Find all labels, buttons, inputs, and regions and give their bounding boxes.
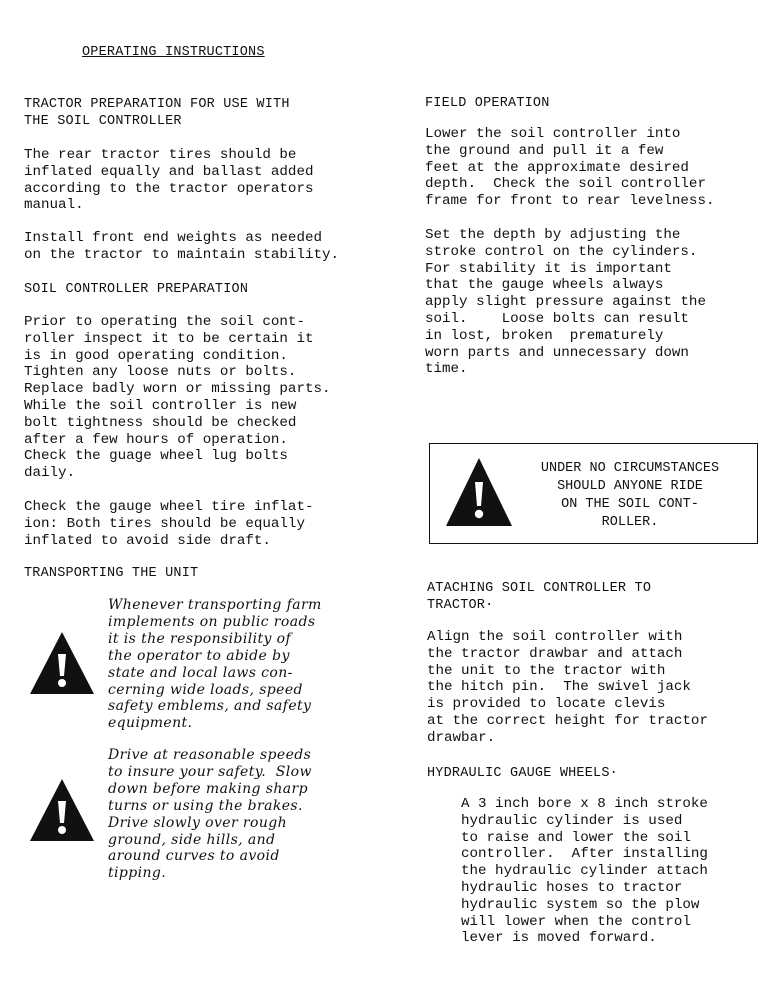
transport-warning-1: Whenever transporting farm implements on public roads it is the responsibility of the operator to abide by state and local laws con- cerning wide loads, speed safety emblems, and safety equipment. [108,597,322,732]
soil-prep-paragraph-2: Check the gauge wheel tire inflat- ion: Both tires should be equally inflated to avoid side draft. [24,499,314,549]
soil-prep-paragraph-1: Prior to operating the soil cont- roller inspect it to be certain it is in good operating condition. Tighten any loose nuts or bolts. Replace badly worn or missing parts. While the soil controller is new bolt tightness should be checked after a few hours of operation. Check the guage wheel lug bolts daily. [24,314,331,482]
page-title: OPERATING INSTRUCTIONS [82,45,265,60]
transport-warning-2: Drive at reasonable speeds to insure your safety. Slow down before making sharp turns or using the brakes. Drive slowly over rough ground, side hills, and around curves to avoid tipping. [108,747,312,882]
warning-triangle-icon [28,777,96,843]
hydraulic-heading: HYDRAULIC GAUGE WHEELS· [427,766,618,781]
warning-triangle-icon [28,630,96,696]
field-operation-heading: FIELD OPERATION [425,96,550,111]
tractor-prep-paragraph-2: Install front end weights as needed on the tractor to maintain stability. [24,230,340,263]
transport-heading: TRANSPORTING THE UNIT [24,566,199,581]
warning-triangle-icon [444,456,514,528]
tractor-prep-paragraph-1: The rear tractor tires should be inflated equally and ballast added according to the tractor operators manual. [24,147,314,214]
attaching-paragraph: Align the soil controller with the tractor drawbar and attach the unit to the tractor with the hitch pin. The swivel jack is provided to locate clevis at the correct height for tractor drawbar. [427,629,708,746]
warning-box [429,443,758,544]
field-operation-paragraph-2: Set the depth by adjusting the stroke control on the cylinders. For stability it is important that the gauge wheels always apply slight pressure against the soil. Loose bolts can result in lost, broken prematurely worn parts and unnecessary down time. [425,227,706,378]
tractor-prep-heading: TRACTOR PREPARATION FOR USE WITH THE SOIL CONTROLLER [24,97,290,129]
warning-box-text: UNDER NO CIRCUMSTANCES SHOULD ANYONE RIDE ON THE SOIL CONT- ROLLER. [540,461,720,530]
soil-prep-heading: SOIL CONTROLLER PREPARATION [24,282,249,297]
attaching-heading: ATACHING SOIL CONTROLLER TO TRACTOR· [427,581,652,613]
field-operation-paragraph-1: Lower the soil controller into the ground and pull it a few feet at the approximate desired depth. Check the soil controller frame for front to rear levelness. [425,126,715,210]
hydraulic-paragraph: A 3 inch bore x 8 inch stroke hydraulic cylinder is used to raise and lower the soil controller. After installing the hydraulic cylinder attach hydraulic hoses to tractor hydraulic system so the plow will lower when the control lever is moved forward. [461,796,708,947]
